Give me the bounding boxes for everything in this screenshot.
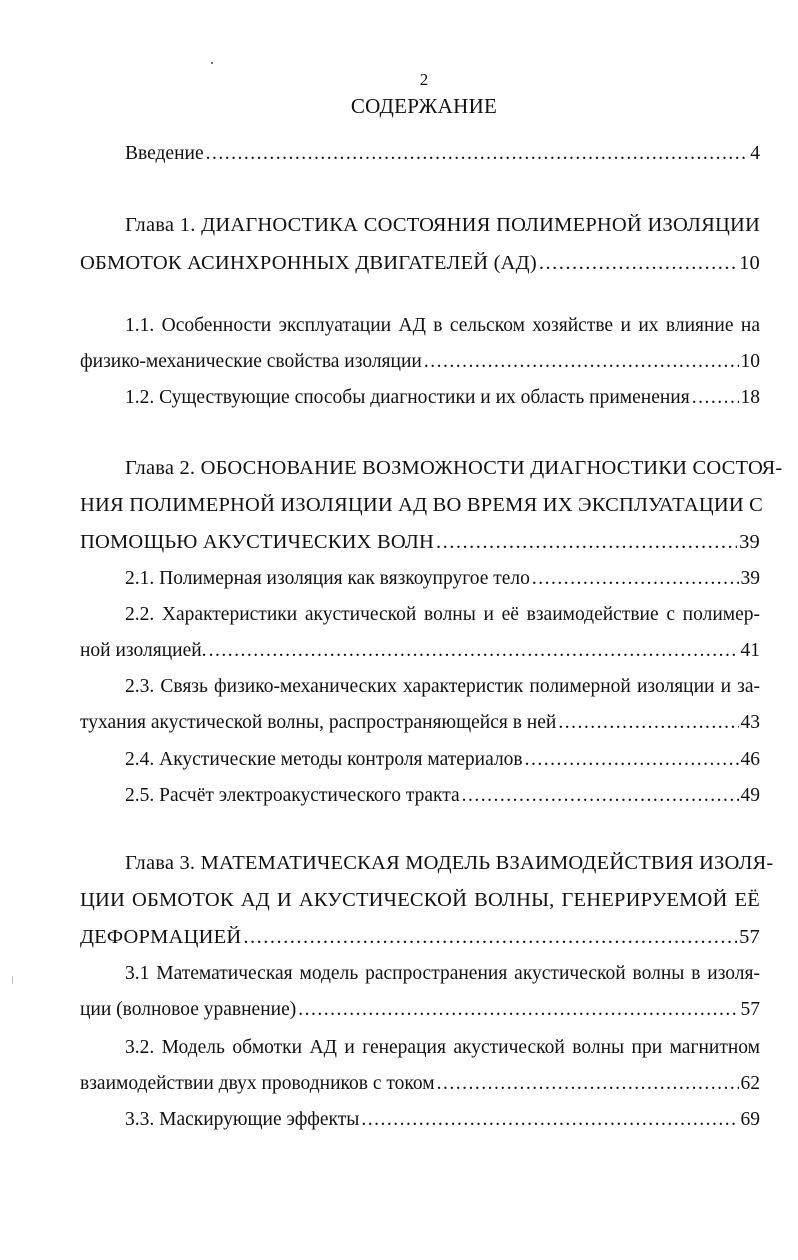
chapter-3-title-line-3: ДЕФОРМАЦИЕЙ (80, 926, 242, 948)
toc-entry-chapter-3[interactable] (80, 919, 760, 955)
dot-leader (532, 561, 739, 597)
chapter-1-title-line-1: Глава 1. ДИАГНОСТИКА СОСТОЯНИЯ ПОЛИМЕРНОЙ ИЗОЛЯЦИИ (125, 214, 760, 236)
dot-leader (424, 344, 739, 380)
chapter-3-title-line-2: ЦИИ ОБМОТОК АД И АКУСТИЧЕСКОЙ ВОЛНЫ, ГЕНЕРИРУЕМОЙ ЕЁ (80, 889, 760, 911)
toc-page-number: 4 (750, 143, 760, 164)
section-3-1-line-2: ции (волновое уравнение) (80, 999, 297, 1020)
toc-entry-2-3[interactable] (80, 705, 760, 741)
toc-entry-2-5[interactable] (125, 778, 760, 814)
toc-page-number: 43 (740, 712, 760, 733)
toc-entry-chapter-1[interactable] (80, 245, 760, 281)
toc-page-number: 39 (739, 531, 760, 553)
toc-entry-1-2[interactable] (125, 380, 760, 416)
dot-leader (462, 778, 739, 814)
toc-entry-3-1[interactable] (80, 992, 760, 1028)
section-3-1-line-1: 3.1 Математическая модель распространения акустической волны в изоля- (125, 963, 760, 984)
toc-page-number: 39 (740, 568, 760, 589)
toc-entry-3-2[interactable] (80, 1066, 760, 1102)
dot-leader (206, 136, 749, 172)
toc-entry-2-2[interactable] (80, 633, 760, 669)
section-3-3-text: 3.3. Маскирующие эффекты (125, 1109, 360, 1130)
toc-entry-2-1[interactable] (125, 561, 760, 597)
chapter-3-title-line-1: Глава 3. МАТЕМАТИЧЕСКАЯ МОДЕЛЬ ВЗАИМОДЕЙСТВИЯ ИЗОЛЯ- (125, 852, 774, 874)
chapter-2-title-line-2: НИЯ ПОЛИМЕРНОЙ ИЗОЛЯЦИИ АД ВО ВРЕМЯ ИХ ЭКСПЛУАТАЦИИ С (80, 494, 764, 516)
dot-leader (539, 245, 737, 281)
section-1-1-line-1: 1.1. Особенности эксплуатации АД в сельском хозяйстве и их влияние на (125, 315, 760, 336)
dot-leader (437, 1066, 739, 1102)
toc-page-number: 10 (739, 252, 760, 274)
dot-leader (692, 380, 739, 416)
toc-entry-3-3[interactable] (125, 1102, 760, 1138)
scan-speck (12, 976, 13, 984)
toc-page-number: 62 (740, 1073, 760, 1094)
dot-leader (525, 742, 739, 778)
toc-page-number: 49 (740, 785, 760, 806)
section-2-2-line-1: 2.2. Характеристики акустической волны и её взаимодействие с полимер- (125, 604, 760, 625)
toc-entry-intro[interactable] (125, 136, 760, 172)
toc-page-number: 10 (740, 351, 760, 372)
toc-title: СОДЕРЖАНИЕ (350, 94, 498, 118)
toc-page-number: 18 (740, 387, 760, 408)
section-1-2-text: 1.2. Существующие способы диагностики и их область применения (125, 387, 690, 408)
chapter-2-title-line-1: Глава 2. ОБОСНОВАНИЕ ВОЗМОЖНОСТИ ДИАГНОСТИКИ СОСТОЯ- (125, 457, 783, 479)
dot-leader (298, 992, 738, 1028)
section-2-3-line-1: 2.3. Связь физико-механических характеристик полимерной изоляции и за- (125, 676, 760, 697)
scan-speck (211, 62, 213, 64)
toc-page-number: 69 (740, 1109, 760, 1130)
dot-leader (209, 633, 739, 669)
toc-entry-chapter-2[interactable] (80, 524, 760, 560)
chapter-2-title-line-3: ПОМОЩЬЮ АКУСТИЧЕСКИХ ВОЛН (80, 531, 434, 553)
section-3-2-line-1: 3.2. Модель обмотки АД и генерация акустической волны при магнитном (125, 1037, 760, 1058)
section-2-1-text: 2.1. Полимерная изоляция как вязкоупругое тело (125, 568, 530, 589)
chapter-1-title-line-2: ОБМОТОК АСИНХРОННЫХ ДВИГАТЕЛЕЙ (АД) (80, 252, 537, 274)
toc-page-number: 41 (740, 640, 760, 661)
toc-entry-1-1[interactable] (80, 344, 760, 380)
toc-page-number: 57 (739, 926, 760, 948)
toc-page-number: 46 (740, 749, 760, 770)
section-1-1-line-2: физико-механические свойства изоляции (80, 351, 422, 372)
dot-leader (436, 524, 737, 560)
section-2-3-line-2: тухания акустической волны, распространяющейся в ней (80, 712, 557, 733)
dot-leader (243, 919, 737, 955)
dot-leader (361, 1102, 738, 1138)
dot-leader (558, 705, 738, 741)
toc-entry-2-4[interactable] (125, 742, 760, 778)
section-2-5-text: 2.5. Расчёт электроакустического тракта (125, 785, 460, 806)
page-number: 2 (419, 70, 429, 89)
section-3-2-line-2: взаимодействии двух проводников с током (80, 1073, 435, 1094)
section-2-2-line-2: ной изоляцией. (80, 640, 207, 661)
toc-page-number: 57 (740, 999, 760, 1020)
toc-entry-text: Введение (125, 143, 204, 164)
section-2-4-text: 2.4. Акустические методы контроля материалов (125, 749, 523, 770)
